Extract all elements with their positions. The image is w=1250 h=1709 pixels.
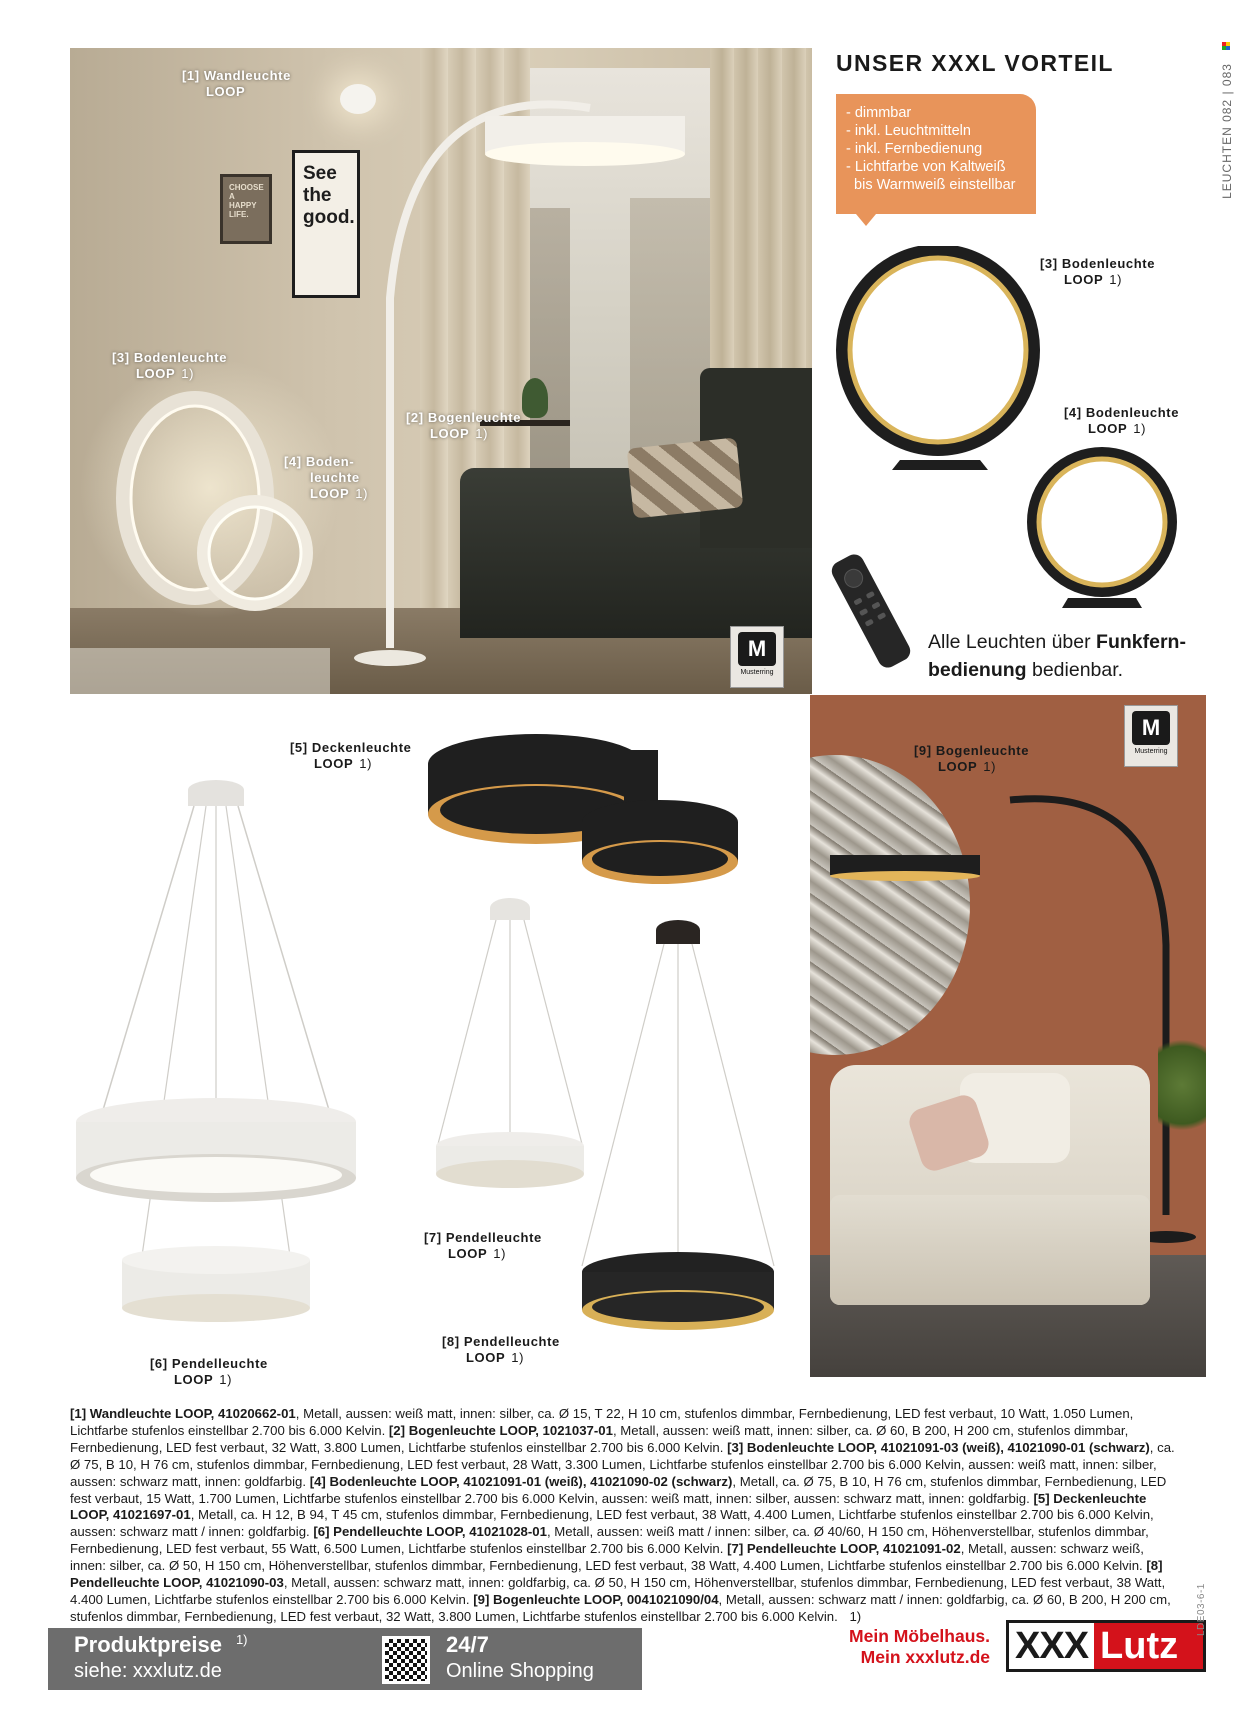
musterring-logo-icon: M — [738, 632, 776, 666]
living-room-photo — [70, 48, 812, 694]
prices-block: Produktpreise $^{1)}$ siehe: xxxlutz.de — [74, 1632, 248, 1682]
detail-3: [3] Bodenleuchte LOOP, 41021091-03 (weiß), 41021090-01 (schwarz), ca. Ø 75, B 10, H 76 cm, stufenlos dimmbar, Fernbedienung, LED fest verbaut, 28 Watt, 3.300 Lumen, Lichtfarbe stufenlos einstellbar 2.700 bis 6.000 Kelvin, aussen: weiß matt, innen: silber, aussen: schwarz matt, innen: goldfarbig. — [70, 1439, 1175, 1489]
logo-lutz: Lutz — [1094, 1623, 1203, 1669]
advantage-heading: UNSER XXXL VORTEIL — [836, 50, 1114, 76]
label-floor-lamp-3-photo: [3] Bodenleuchte LOOP 1) — [112, 350, 228, 381]
detail-4: [4] Bodenleuchte LOOP, 41021091-01 (weiß), 41021090-02 (schwarz), Metall, ca. Ø 75, B 10, H 76 cm, stufenlos dimmbar, Fernbedienung, LED fest verbaut, 15 Watt, 1.700 Lumen, Lichtfarbe stufenlos einstellbar 2.700 bis 6.000 Kelvin, aussen: weiß matt, innen: silber, aussen: schwarz matt, innen: goldfarbig. — [70, 1473, 1167, 1506]
detail-6: [6] Pendelleuchte LOOP, 41021028-01, Metall, aussen: weiß matt / innen: silber, ca. Ø 40/60, H 150 cm, Höhenverstellbar, stufenlos dimmbar, Fernbedienung, LED fest verbaut, 55 Watt, 6.500 Lumen, Lichtfarbe stufenlos einstellbar 2.700 bis 6.000 Kelvin. — [70, 1524, 1149, 1557]
label-pendant-lamp-7: [7] Pendelleuchte LOOP 1) — [424, 1230, 542, 1261]
detail-5: [5] Deckenleuchte LOOP, 41021697-01, Metall, ca. H 12, B 94, T 45 cm, stufenlos dimmbar, Fernbedienung, LED fest verbaut, 38 Watt, 4.400 Lumen, Lichtfarbe stufenlos einstellbar 2.700 bis 6.000 Kelvin, aussen: schwarz matt / innen: goldfarbig. — [70, 1490, 1154, 1540]
poster-large-text: See the good. — [303, 163, 355, 228]
detail-9: [9] Bogenleuchte LOOP, 0041021090/04, Metall, aussen: schwarz matt / innen: goldfarbig, ca. Ø 60, B 200, H 200 cm, stufenlos dimmbar, Fernbedienung, LED fest verbaut, 32 Watt, 3.800 Lumen, Lichtfarbe stufenlos einstellbar 2.700 bis 6.000 Kelvin. — [70, 1591, 1171, 1624]
pendant-lamp-7 — [430, 896, 590, 1196]
advantage-item: - Lichtfarbe von Kaltweiß — [846, 159, 1006, 175]
remote-text: Alle Leuchten über Funkfern- bedienung bedienbar. — [928, 631, 1186, 681]
advantage-item: - dimmbar — [846, 105, 912, 121]
xxxlutz-logo[interactable] — [1006, 1620, 1206, 1672]
musterring-logo-icon: M — [1132, 711, 1170, 745]
arc-lamp-room-photo — [810, 695, 1206, 1377]
side-tab — [1216, 40, 1238, 200]
detail-1: [1] Wandleuchte LOOP, 41020662-01, Metall, aussen: weiß matt, innen: silber, ca. Ø 15, T 22, H 10 cm, stufenlos dimmbar, Fernbedienung, LED fest verbaut, 10 Watt, 1.050 Lumen, Lichtfarbe stufenlos einstellbar 2.700 bis 6.000 Kelvin. — [70, 1406, 1134, 1438]
ceiling-lamp-5 — [424, 726, 784, 892]
pendant-lamp-8 — [576, 916, 782, 1336]
logo-xxx: XXX — [1009, 1623, 1094, 1669]
label-arc-lamp-2: [2] Bogenleuchte LOOP 1) — [406, 410, 522, 441]
poster-small-text: CHOOSE A HAPPY LIFE. — [229, 183, 264, 219]
detail-7: [7] Pendelleuchte LOOP, 41021091-02, Metall, aussen: schwarz weiß, innen: silber, ca. Ø 50, H 150 cm, Höhenverstellbar, stufenlos dimmbar, Fernbedienung, LED fest verbaut, 38 Watt, 4.400 Lumen, Lichtfarbe stufenlos einstellbar 2.700 bis 6.000 Kelvin. — [70, 1541, 1147, 1574]
musterring-badge-2: M Musterring — [1124, 705, 1178, 767]
product-details — [70, 1406, 1180, 1626]
advantage-bubble — [836, 94, 1036, 214]
black-floor-lamp-3 — [830, 246, 1060, 476]
label-floor-lamp-3: [3] Bodenleuchte LOOP 1) — [1040, 256, 1156, 287]
pendant-lamp-6 — [70, 770, 360, 1330]
bubble-pointer — [856, 214, 876, 226]
online-shopping-link[interactable]: Online Shopping — [446, 1660, 594, 1682]
label-floor-lamp-4: [4] Bodenleuchte LOOP 1) — [1064, 405, 1180, 436]
black-floor-lamp-4 — [1018, 444, 1184, 616]
label-arc-lamp-9: [9] Bogenleuchte LOOP 1) — [914, 743, 1030, 774]
online-block: 24/7 Online Shopping — [446, 1632, 594, 1682]
label-pendant-lamp-8: [8] Pendelleuchte LOOP 1) — [442, 1334, 560, 1365]
label-ceiling-lamp-5: [5] Deckenleuchte LOOP 1) — [290, 740, 412, 771]
remote-control — [826, 546, 916, 676]
slogan: Mein Möbelhaus. Mein xxxlutz.de — [849, 1626, 990, 1667]
advantage-item: bis Warmweiß einstellbar — [846, 177, 1016, 193]
side-tab-label: LEUCHTEN 082 | 083 — [1220, 63, 1234, 199]
cushion — [627, 437, 744, 518]
label-pendant-lamp-6: [6] Pendelleuchte LOOP 1) — [150, 1356, 268, 1387]
prices-link[interactable]: siehe: xxxlutz.de — [74, 1660, 222, 1682]
label-floor-lamp-4-photo: [4] Boden- leuchte LOOP 1) — [284, 454, 369, 501]
detail-2: [2] Bogenleuchte LOOP, 1021037-01, Metall, aussen: weiß matt, innen: silber, ca. Ø 60, B 200, H 200 cm, stufenlos dimmbar, Fernbedienung, LED fest verbaut, 32 Watt, 3.800 Lumen, Lichtfarbe stufenlos einstellbar 2.700 bis 6.000 Kelvin. — [70, 1422, 1129, 1455]
qr-code[interactable] — [382, 1636, 430, 1684]
side-code: LDE03-6-1 — [1196, 1583, 1207, 1636]
advantage-item: - inkl. Fernbedienung — [846, 141, 983, 157]
detail-8: [8] Pendelleuchte LOOP, 41021090-03, Metall, aussen: schwarz matt, innen: goldfarbig, ca. Ø 50, H 150 cm, Höhenverstellbar, stufenlos dimmbar, Fernbedienung, LED fest verbaut, 38 Watt, 4.400 Lumen, Lichtfarbe stufenlos einstellbar 2.700 bis 6.000 Kelvin. — [70, 1558, 1166, 1607]
musterring-badge-1: M Musterring — [730, 626, 784, 688]
details-footnote: 1) — [849, 1608, 862, 1624]
advantage-item: - inkl. Leuchtmitteln — [846, 123, 971, 139]
label-wall-lamp: [1] Wandleuchte LOOP — [182, 68, 291, 99]
